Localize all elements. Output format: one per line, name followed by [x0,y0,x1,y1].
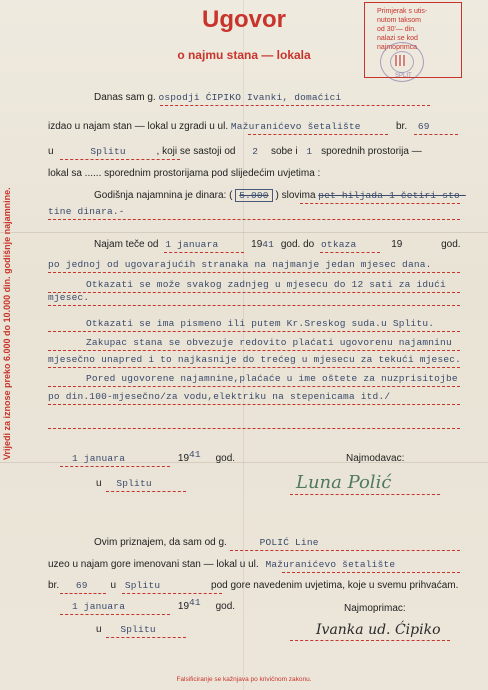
body-line-5 [94,190,466,202]
stamp-box-line: najmoprimca [377,44,418,51]
label-text: 19 [177,453,190,464]
sign1-date-line [72,449,236,465]
fill-line [290,640,450,641]
fill-line [48,428,460,429]
official-seal [380,42,424,82]
fill-line [48,404,460,405]
fill-line [48,350,460,351]
label-text: Ovim priznajem, da sam od g. [94,537,227,548]
label-text: ) slovima [275,190,316,201]
label-text: 19 [177,601,190,612]
document-title: Ugovor [202,6,286,33]
footer-note: Falsificiranje se kažnjava po krivičnom zakonu. [176,676,312,683]
fill-line [230,550,460,551]
start-date-value: 1 januara [165,239,219,250]
stamp-box-line: nutom taksom [377,17,421,24]
side-validity-note: Vrijedi za iznose preko 6.000 do 10.000 din. godišnje najamnine. [2,187,12,460]
rent-amount-value: 5.000 [235,189,273,202]
fill-line [106,491,186,492]
stamp-box-line: od 30'— din. [377,26,417,33]
fill-line [60,593,106,594]
label-text: u [96,478,102,489]
body-line-7 [94,239,461,251]
body-line-11: Otkazati se ima pismeno ili putem Kr.Sreskog suda.u Splitu. [86,318,435,329]
body-line-2 [48,121,361,133]
sign1-city-value: Splitu [116,478,152,489]
stamp-box-line: nalazi se kod [377,35,418,42]
fill-line [48,219,460,220]
house-number-value: 69 [417,121,430,132]
rent-words-value: pet hiljada 1 četiri sto- [318,190,466,201]
end-value: otkaza [321,239,357,250]
coat-of-arms-icon [395,55,405,66]
fill-line [300,203,460,204]
fill-line [48,292,460,293]
part2-line-3 [48,580,458,592]
city-value: Splitu [90,146,126,157]
body-line-9: Otkazati se može svakog zadnjeg u mjesecu do 12 sati za idući [86,279,446,290]
fill-line [122,593,222,594]
fill-line [48,331,460,332]
sign1-place [96,478,152,490]
label-text: 19 [391,239,403,250]
rooms-value: 2 [252,146,259,157]
label-text: god. do [280,239,315,250]
part2-role: Najmoprimac: [344,603,406,614]
lessor-name-value: POLIĆ Line [259,537,319,548]
tenant-name-value: ospodji ĆIPIKO Ivanki, domaćici [158,92,342,103]
label-text: br. [48,580,60,591]
label-text: god. [215,601,236,612]
fill-line [248,134,388,135]
label-text: sobe i [270,146,298,157]
sign1-year-value: 41 [189,449,201,460]
fill-line [60,159,180,160]
lessee-signature: Ivanka ud. Ćipiko [316,622,441,638]
body-line-14: Pored ugovorene najamnine,plaćaće u ime oštete za nuzprisitojbe [86,373,458,384]
fold-line [0,232,488,233]
label-text: 19 [251,239,263,250]
body-line-1 [94,92,341,104]
part2-street-value: Mažuranićevo šetalište [265,559,396,570]
fill-line [160,105,430,106]
label-text: sporednih prostorija — [321,146,422,157]
fill-line [414,134,458,135]
sign1-date-value: 1 januara [72,453,126,464]
body-line-8: po jednoj od ugovarajućih stranaka na najmanje jedan mjesec dana. [48,259,432,270]
label-text: u [48,146,54,157]
body-line-10: mjesec. [48,292,90,303]
fill-line [48,305,460,306]
body-line-3 [48,146,422,158]
body-line-13: mjesečno unapred i to najkasnije do trećeg u mjesecu za tekući mjesec. [48,354,462,365]
body-line-2b [396,121,430,133]
fill-line [320,252,380,253]
part2-year-value: 41 [189,597,201,608]
label-text: Danas sam g. [94,92,156,103]
label-text: uzeo u najam gore imenovani stan — lokal u ul. [48,559,259,570]
fill-line [164,252,244,253]
seal-text: SPLIT [395,73,412,79]
label-text: Godišnja najamnina je dinara: ( [94,190,233,201]
lessor-signature: Luna Polić [296,472,392,493]
fill-line [290,494,440,495]
part2-line-2 [48,559,395,571]
fill-line [48,367,460,368]
fill-line [60,614,170,615]
body-line-4: lokal sa ...... sporednim prostorijama pod slijedećim uvjetima : [48,168,321,179]
fill-line [60,466,170,467]
body-line-12: Zakupac stana se obvezuje redovito plaćati ugovorenu najamninu [86,337,452,348]
label-text: u [96,624,102,635]
label-text: , koji se sastoji od [156,146,236,157]
label-text: br. [396,121,408,132]
fill-line [48,386,460,387]
part2-date-value: 1 januara [72,601,126,612]
stamp-box-line: Primjerak s utis- [377,8,428,15]
part2-line-1 [94,537,319,549]
body-line-6: tine dinara.- [48,206,125,217]
label-text: god. [215,453,236,464]
label-text: u [110,580,117,591]
document-subtitle: o najmu stana — lokala [177,48,311,62]
start-year-value: 41 [262,239,275,250]
sign1-role: Najmodavac: [346,453,405,464]
fill-line [48,272,460,273]
label-text: pod gore navedenim uvjetima, koje u svemu prihvaćam. [211,580,459,591]
part2-city-value: Splitu [124,580,161,591]
fill-line [282,572,460,573]
aux-rooms-value: 1 [306,146,313,157]
part2-date-line [72,597,236,613]
body-line-15: po din.100-mjesečno/za vodu,elektriku na stepenicama itd./ [48,391,391,402]
part2-number-value: 69 [75,580,88,591]
label-text: izdao u najam stan — lokal u zgradi u ul. [48,121,229,132]
part2-place [96,624,156,636]
label-text: god. [441,239,461,250]
label-text: Najam teče od [94,239,159,250]
street-value: Mažuranićevo šetalište [230,121,361,132]
part2-city-value-2: Splitu [120,624,156,635]
fill-line [106,637,186,638]
